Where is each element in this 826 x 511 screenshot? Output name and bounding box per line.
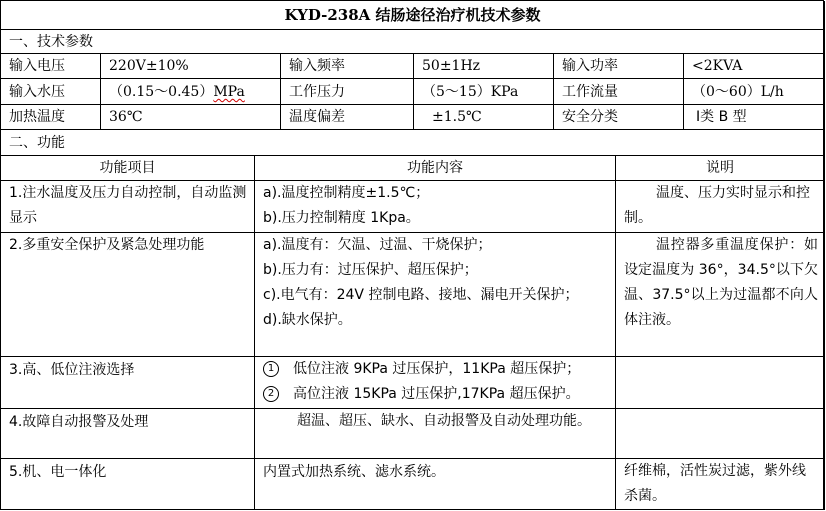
function-item: 5.机、电一体化 [1, 459, 255, 510]
column-header: 功能项目 [1, 156, 255, 181]
content-line [263, 357, 615, 382]
param-value-water-pressure [101, 79, 281, 105]
param-value: ±1.5℃ [414, 105, 554, 130]
circled-number: 2 [263, 386, 279, 402]
param-label: 输入频率 [281, 54, 414, 79]
param-value: 50±1Hz [414, 54, 554, 79]
content-text: 低位注液 9KPa 过压保护，11KPa 超压保护； [293, 361, 581, 377]
function-content: 超温、超压、缺水、自动报警及自动处理功能。 [255, 409, 616, 459]
section-heading-functions: 二、功能 [1, 130, 825, 156]
param-value: （0.15～0.45） [109, 84, 214, 100]
param-label: 输入电压 [1, 54, 101, 79]
param-label: 安全分类 [554, 105, 684, 130]
param-label: 工作流量 [554, 79, 684, 105]
param-value: Ⅰ类 B 型 [684, 105, 825, 130]
function-content: 内置式加热系统、滤水系统。 [255, 459, 616, 510]
param-value: 36℃ [101, 105, 281, 130]
content-line: d).缺水保护。 [263, 312, 352, 328]
param-value: （5～15）KPa [414, 79, 554, 105]
function-note: 纤维棉，活性炭过滤，紫外线杀菌。 [616, 459, 825, 510]
function-note: 温控器多重温度保护：如设定温度为 36°，34.5°以下欠温、37.5°以上为过温都不向人体注液。 [616, 233, 825, 357]
param-label: 温度偏差 [281, 105, 414, 130]
function-item: 4.故障自动报警及处理 [1, 409, 255, 459]
function-content [255, 357, 616, 409]
column-header: 功能内容 [255, 156, 616, 181]
column-header: 说明 [616, 156, 825, 181]
content-line: c).电气有：24V 控制电路、接地、漏电开关保护； [263, 287, 579, 303]
function-item: 3.高、低位注液选择 [1, 357, 255, 409]
content-line: a).温度有：欠温、过温、干烧保护； [263, 237, 492, 253]
function-item: 2.多重安全保护及紧急处理功能 [1, 233, 255, 357]
function-note: 温度、压力实时显示和控制。 [616, 181, 825, 233]
content-text: 高位注液 15KPa 过压保护,17KPa 超压保护。 [293, 386, 580, 402]
document-title: KYD-238A 结肠途径治疗机技术参数 [1, 1, 825, 30]
param-label: 工作压力 [281, 79, 414, 105]
circled-number: 1 [263, 361, 279, 377]
unit-mpa: MPa [213, 84, 245, 100]
param-label: 输入水压 [1, 79, 101, 105]
section-heading-params: 一、技术参数 [1, 30, 825, 54]
function-content [255, 181, 616, 233]
param-value: 220V±10% [101, 54, 281, 79]
content-line: a).温度控制精度±1.5℃； [263, 185, 430, 201]
content-line [263, 382, 615, 407]
param-value: <2KVA [684, 54, 825, 79]
function-note [616, 409, 825, 459]
content-line: b).压力控制精度 1Kpa。 [263, 210, 420, 226]
param-label: 加热温度 [1, 105, 101, 130]
content-line: b).压力有：过压保护、超压保护； [263, 262, 478, 278]
function-item: 1.注水温度及压力自动控制，自动监测显示 [1, 181, 255, 233]
function-content [255, 233, 616, 357]
function-note [616, 357, 825, 409]
param-label: 输入功率 [554, 54, 684, 79]
param-value: （0～60）L/h [684, 79, 825, 105]
